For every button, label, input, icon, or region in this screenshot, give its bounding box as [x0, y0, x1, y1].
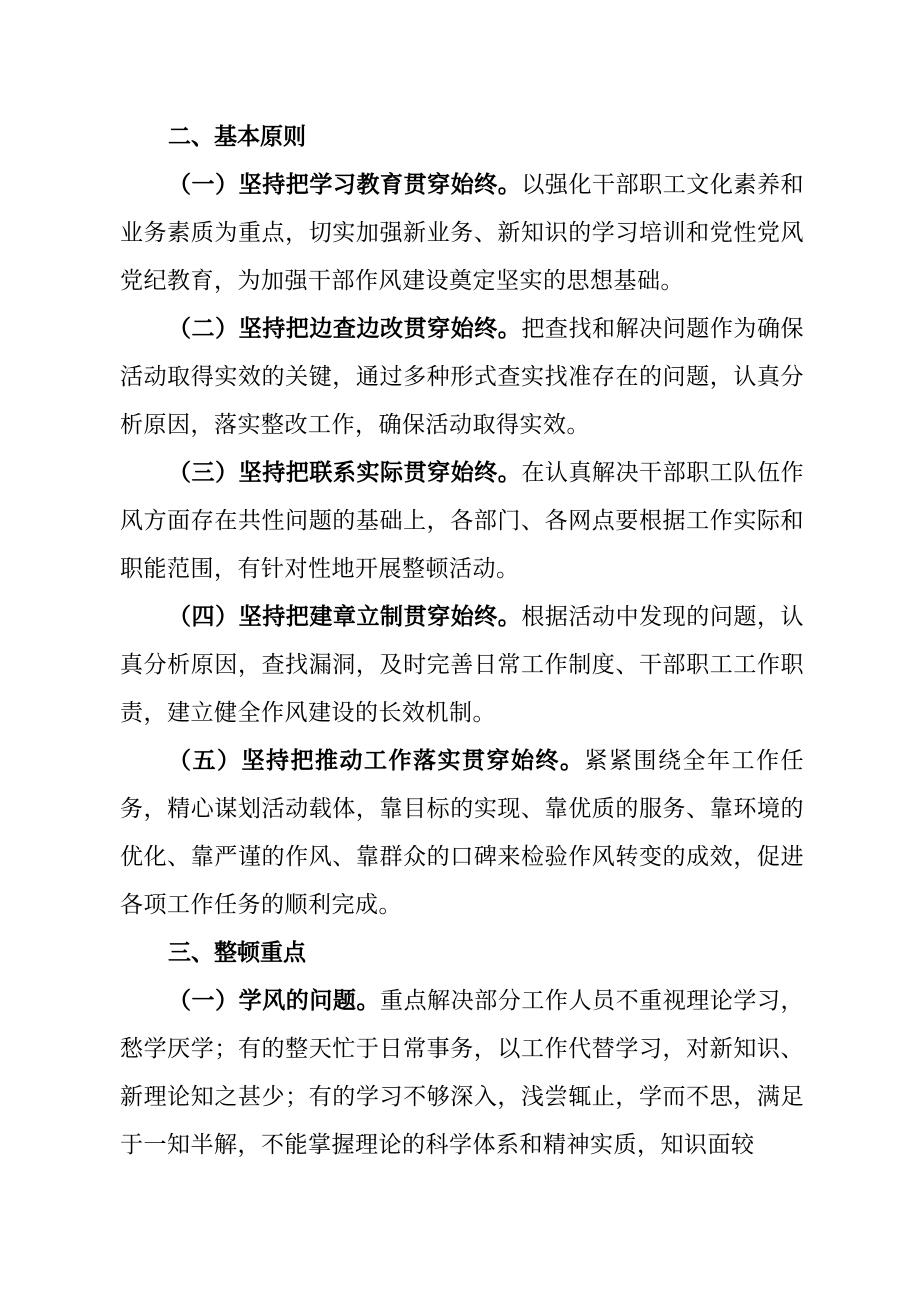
paragraph-lead: （三）坚持把联系实际贯穿始终。 — [168, 460, 522, 486]
paragraph-body: 重点解决部分工作人员不重视理论学习，愁学厌学；有的整天忙于日常事务，以工作代替学习，对新知识、新理论知之甚少；有的学习不够深入，浅尝辄止，学而不思，满足于一知半解，不能掌握理论的科学体系和精神实质，知识面较 — [120, 988, 805, 1158]
paragraph — [120, 593, 804, 737]
paragraph — [120, 449, 804, 593]
paragraph-lead: （四）坚持把建章立制贯穿始终。 — [168, 604, 522, 630]
section-heading: 三、整顿重点 — [168, 940, 306, 966]
paragraph-body: 以强化干部职工文化素养和业务素质为重点，切实加强新业务、新知识的学习培训和党性党风党纪教育，为加强干部作风建设奠定坚实的思想基础。 — [120, 172, 805, 294]
paragraph-body: 把查找和解决问题作为确保活动取得实效的关键，通过多种形式查实找准存在的问题，认真分析原因，落实整改工作，确保活动取得实效。 — [120, 316, 805, 438]
paragraph — [120, 305, 804, 449]
paragraph — [120, 161, 804, 305]
paragraph-body: 根据活动中发现的问题，认真分析原因，查找漏洞，及时完善日常工作制度、干部职工工作职责，建立健全作风建设的长效机制。 — [120, 604, 805, 726]
paragraph-lead: （五）坚持把推动工作落实贯穿始终。 — [168, 748, 585, 774]
paragraph-lead: （一）学风的问题。 — [168, 988, 381, 1014]
section-heading: 二、基本原则 — [168, 124, 306, 150]
paragraph — [120, 737, 804, 929]
paragraph-body: 在认真解决干部职工队伍作风方面存在共性问题的基础上，各部门、各网点要根据工作实际和职能范围，有针对性地开展整顿活动。 — [120, 460, 805, 582]
paragraph-body: 紧紧围绕全年工作任务，精心谋划活动载体，靠目标的实现、靠优质的服务、靠环境的优化、靠严谨的作风、靠群众的口碑来检验作风转变的成效，促进各项工作任务的顺利完成。 — [120, 748, 804, 918]
paragraph-lead: （一）坚持把学习教育贯穿始终。 — [168, 172, 522, 198]
paragraph-lead: （二）坚持把边查边改贯穿始终。 — [168, 316, 522, 342]
paragraph — [120, 977, 804, 1169]
